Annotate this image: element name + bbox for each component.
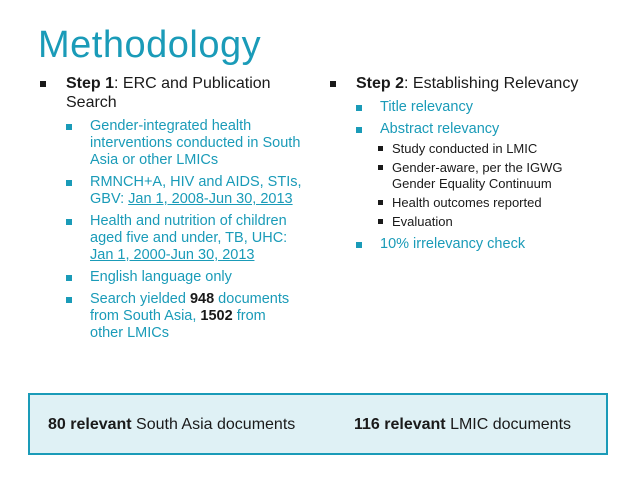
step1-text-2: Search: [66, 94, 117, 111]
step2-item-abstract: [328, 121, 628, 138]
item-line: English language only: [90, 269, 232, 285]
page-title: Methodology: [38, 24, 262, 66]
item-line: RMNCH+A, HIV and AIDS, STIs,: [90, 174, 302, 190]
count-south-asia: 948: [189, 291, 215, 307]
abstract-criterion: [328, 141, 628, 157]
square-bullet-icon: [66, 124, 72, 130]
step1-label: Step 1: [66, 75, 115, 92]
criterion-text: Gender-aware, per the IGWG: [392, 160, 563, 175]
step1-item-topics: [38, 174, 326, 208]
square-bullet-icon: [356, 105, 362, 111]
criterion-text: Evaluation: [392, 214, 453, 229]
step1-item-search-yield: [38, 291, 326, 342]
result-label: South Asia documents: [131, 416, 296, 433]
date-range: Jan 1, 2008-Jun 30, 2013: [128, 191, 293, 207]
item-line: 10% irrelevancy check: [380, 236, 526, 252]
step2-heading: [328, 74, 628, 93]
result-south-asia: [48, 416, 295, 434]
square-bullet-icon: [66, 219, 72, 225]
item-line: Health and nutrition of children: [90, 213, 287, 229]
date-range: Jan 1, 2000-Jun 30, 2013: [90, 247, 255, 263]
item-line: Title relevancy: [380, 99, 473, 115]
result-lmic: [354, 416, 571, 434]
results-box: [28, 393, 608, 455]
criterion-text: Study conducted in LMIC: [392, 141, 538, 156]
result-count: 80 relevant: [48, 416, 132, 433]
item-text: from South Asia,: [90, 308, 201, 324]
square-bullet-icon: [356, 127, 362, 133]
criterion-text: Health outcomes reported: [392, 195, 542, 210]
abstract-criterion: [328, 214, 628, 230]
item-line: Asia or other LMICs: [90, 152, 219, 168]
square-bullet-icon: [378, 200, 383, 205]
step2-text: : Establishing Relevancy: [404, 75, 579, 92]
square-bullet-icon: [378, 146, 383, 151]
step2-item-irrelevancy: [328, 236, 628, 253]
item-line: Gender-integrated health: [90, 118, 252, 134]
step2-item-title: [328, 99, 628, 116]
step1-text: : ERC and Publication: [114, 75, 271, 92]
item-line: Abstract relevancy: [380, 121, 500, 137]
count-lmic: 1502: [200, 308, 233, 324]
abstract-criterion: [328, 160, 628, 192]
item-text: other LMICs: [90, 325, 169, 341]
abstract-criterion: [328, 195, 628, 211]
square-bullet-icon: [330, 81, 336, 87]
item-text: documents: [214, 291, 290, 307]
step2-column: [328, 74, 628, 258]
square-bullet-icon: [40, 81, 46, 87]
square-bullet-icon: [66, 180, 72, 186]
result-count: 116 relevant: [354, 416, 446, 433]
step1-item-child-health: [38, 213, 326, 264]
step1-heading: [38, 74, 326, 112]
square-bullet-icon: [378, 219, 383, 224]
step2-label: Step 2: [356, 75, 405, 92]
item-line: GBV:: [90, 191, 129, 207]
step1-column: [38, 74, 326, 347]
step1-item-language: [38, 269, 326, 286]
item-text: from: [232, 308, 266, 324]
item-line: aged five and under, TB, UHC:: [90, 230, 288, 246]
square-bullet-icon: [378, 165, 383, 170]
result-label: LMIC documents: [445, 416, 572, 433]
square-bullet-icon: [66, 275, 72, 281]
square-bullet-icon: [66, 297, 72, 303]
step1-item-criteria: [38, 118, 326, 169]
criterion-text: Gender Equality Continuum: [392, 176, 552, 191]
item-line: interventions conducted in South: [90, 135, 301, 151]
item-text: Search yielded: [90, 291, 190, 307]
square-bullet-icon: [356, 242, 362, 248]
